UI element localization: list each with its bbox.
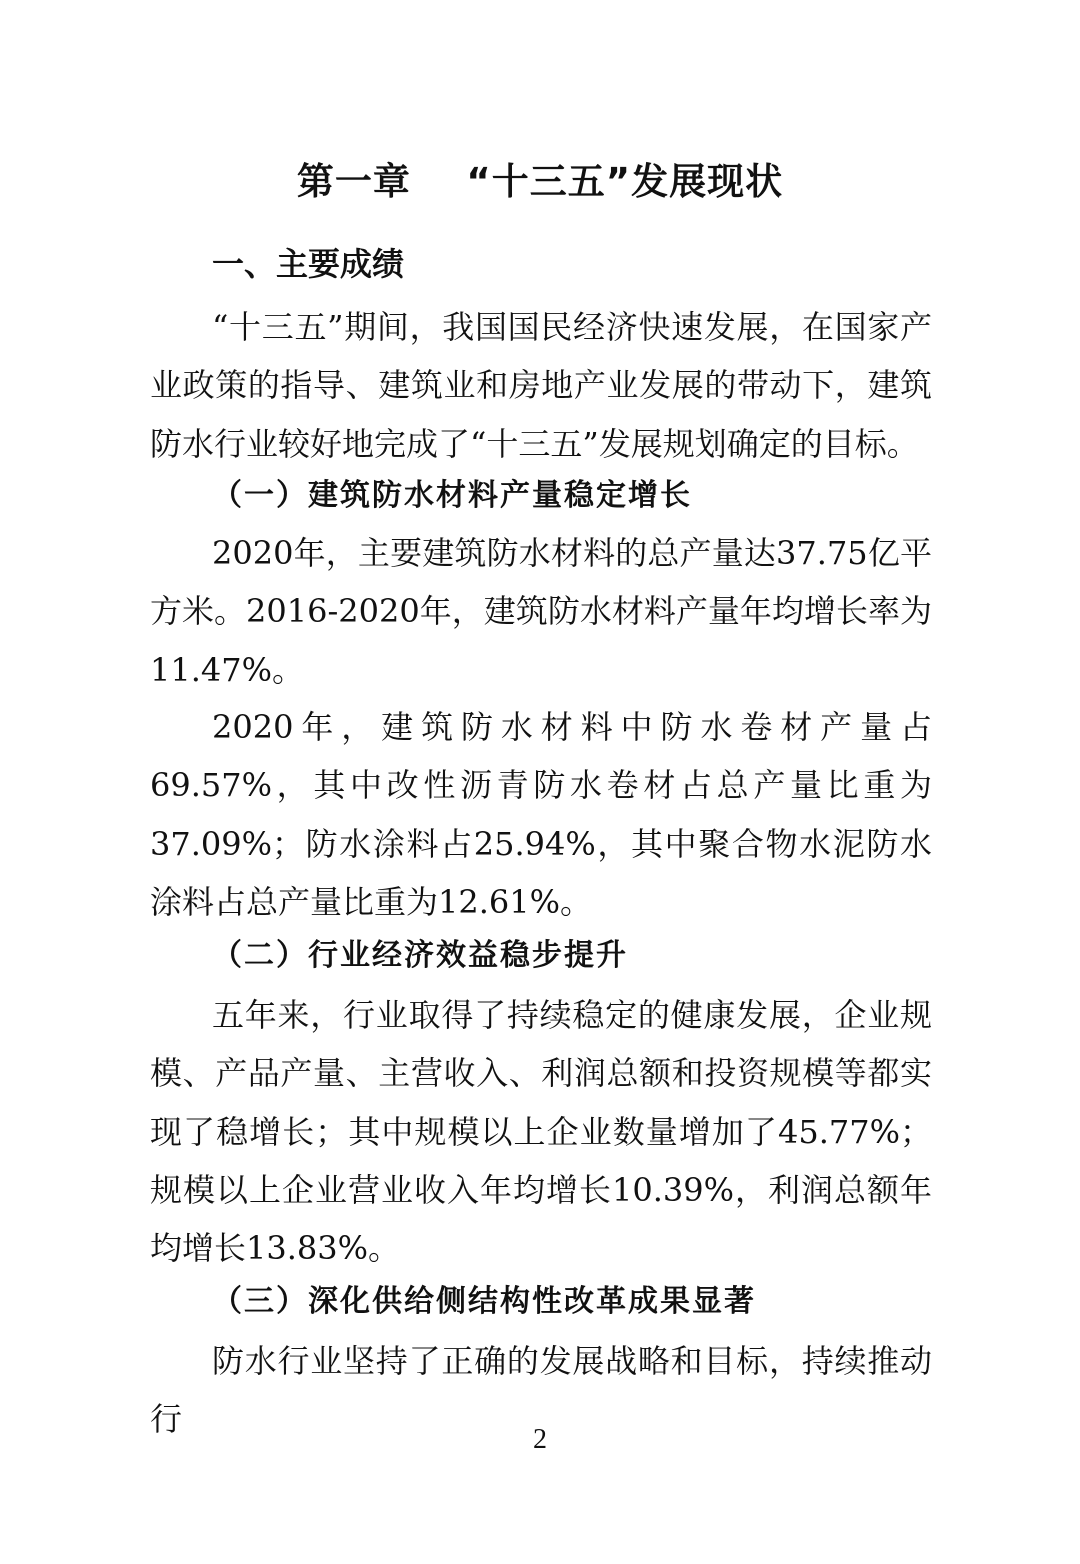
subsection-1-paragraph-1: 2020年，主要建筑防水材料的总产量达37.75亿平方米。2016-2020年，建筑防水材料产量年均增长率为11.47%。: [150, 534, 932, 689]
subsection-heading-1: （一）建筑防水材料产量稳定增长: [212, 478, 692, 513]
subsection-heading-2: （二）行业经济效益稳步提升: [212, 938, 628, 973]
page-number: 2: [533, 1424, 547, 1455]
subsection-1-paragraph-2: 2020年，建筑防水材料中防水卷材产量占69.57%，其中改性沥青防水卷材占总产量比重为37.09%；防水涂料占25.94%，其中聚合物水泥防水涂料占总产量比重为12.61%。: [150, 708, 932, 921]
intro-paragraph: “十三五”期间，我国国民经济快速发展，在国家产业政策的指导、建筑业和房地产业发展的带动下，建筑防水行业较好地完成了“十三五”发展规划确定的目标。: [150, 308, 932, 463]
section-heading: 一、主要成绩: [212, 245, 405, 283]
subsection-2-paragraph-1: 五年来，行业取得了持续稳定的健康发展，企业规模、产品产量、主营收入、利润总额和投资规模等都实现了稳增长；其中规模以上企业数量增加了45.77%；规模以上企业营业收入年均增长10.39%，利润总额年均增长13.83%。: [150, 996, 932, 1268]
subsection-3-paragraph-1: 防水行业坚持了正确的发展战略和目标，持续推动行: [150, 1342, 932, 1439]
chapter-title: 第一章 “十三五”发展现状: [296, 160, 784, 203]
subsection-heading-3: （三）深化供给侧结构性改革成果显著: [212, 1284, 756, 1319]
